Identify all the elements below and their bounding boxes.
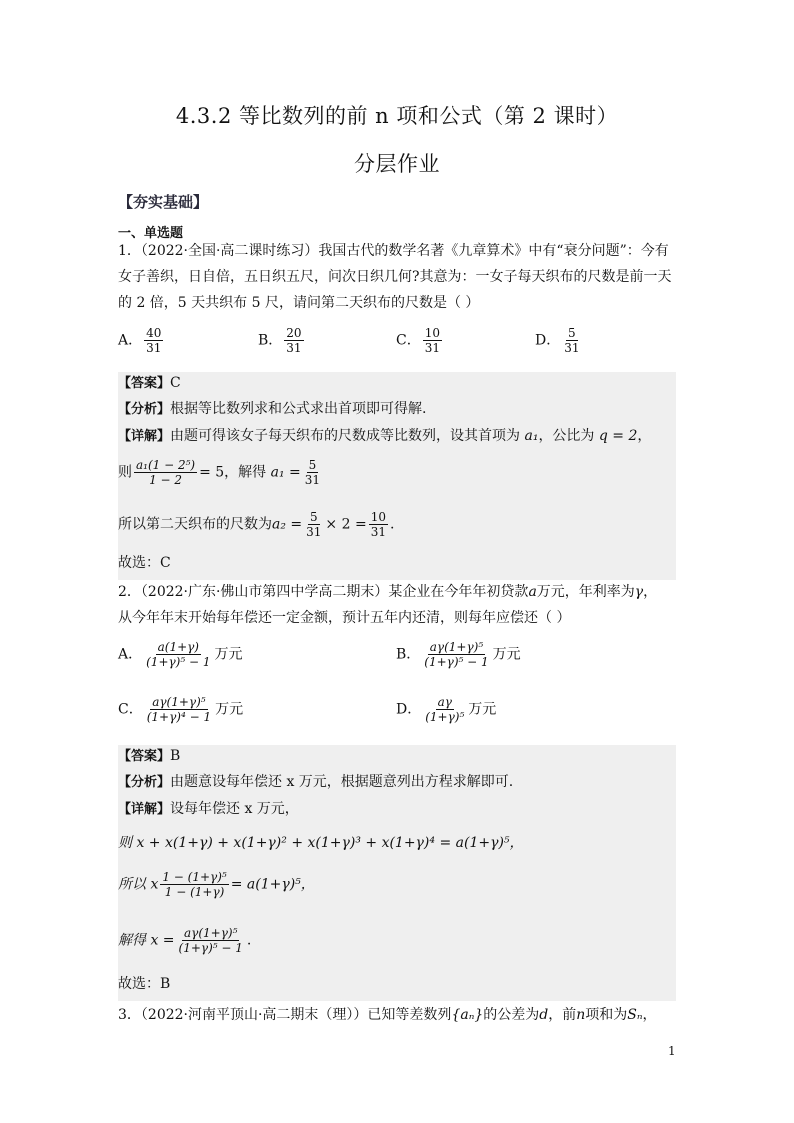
q2-option-a: A． $\frac{a(1+\gamma)}{\text{(1+γ)⁵ − 1}}$ 万元 (118, 640, 243, 669)
q2-answer: 【答案】B (118, 748, 181, 764)
page-subtitle: 分层作业 (354, 152, 440, 176)
page-title: 4.3.2 等比数列的前 n 项和公式（第 2 课时） (175, 104, 619, 128)
q1-line-2: 女子善织，日自倍，五日织五尺，问次日织几何?其意为：一女子每天织布的尺数是前一天 (118, 269, 672, 285)
q1-line-3: 的 2 倍，5 天共织布 5 尺，请问第二天织布的尺数是（ ） (118, 295, 480, 311)
q1-answer: 【答案】C (118, 375, 181, 391)
q1-conclusion: 故选：C (118, 555, 171, 571)
q1-detail-1: 【详解】由题可得该女子每天织布的尺数成等比数列，设其首项为 a₁，公比为 q = 2， (118, 428, 652, 444)
page-number: 1 (668, 1044, 676, 1058)
q2-option-c: C． $\frac{\text{aγ(1+γ)⁵}}{\text{(1+γ)⁴ − 1}}$ 万元 (118, 695, 244, 724)
q2-option-b: B． $\frac{\text{aγ(1+γ)⁵}}{\text{(1+γ)⁵ − 1}}$ 万元 (396, 640, 521, 669)
q1-line-1: 1．（2022·全国·高二课时练习）我国古代的数学名著《九章算术》中有“衰分问题”：今有 (118, 243, 669, 259)
part-one-heading: 一、单选题 (118, 226, 184, 241)
q2-option-d: D． $\frac{a\gamma}{\text{(1+γ)⁵}}$ 万元 (396, 695, 497, 724)
section-basic: 【夯实基础】 (118, 193, 209, 211)
q2-detail-1: 【详解】设每年偿还 x 万元， (118, 801, 299, 817)
q2-analysis: 【分析】由题意设每年偿还 x 万元，根据题意列出方程求解即可. (118, 774, 514, 790)
q2-line-2: 从今年年末开始每年偿还一定金额，预计五年内还清，则每年应偿还（ ） (118, 610, 571, 626)
q3-line-1: 3．（2022·河南平顶山·高二期末（理））已知等差数列{aₙ}的公差为d，前n项和为Sₙ， (118, 1007, 657, 1023)
q2-detail-4: 解得 x = $\frac{\text{aγ(1+γ)⁵}}{\text{(1+γ)⁵ − 1}}$ . (118, 926, 252, 955)
q1-option-b: B． $\frac{20}{31}$ (258, 326, 302, 355)
q2-detail-2: 则 x + x(1+γ) + x(1+γ)² + x(1+γ)³ + x(1+γ)⁴ = a(1+γ)⁵， (118, 835, 524, 851)
q1-analysis: 【分析】根据等比数列求和公式求出首项即可得解. (118, 401, 427, 417)
q1-option-d: D． $\frac{5}{31}$ (535, 326, 580, 355)
q1-option-a: A． $\frac{40}{31}$ (118, 326, 162, 355)
q1-detail-3: 所以第二天织布的尺数为a₂ = $\frac{5}{31}$ × 2 = $\frac{10}{31}$ . (118, 510, 395, 539)
q2-line-1: 2．（2022·广东·佛山市第四中学高二期末）某企业在今年年初贷款a万元，年利率为γ， (118, 584, 658, 600)
q2-detail-3: 所以 x $\frac{\text{1 − (1+γ)⁵}}{1 - (1+\gamma)}$ = a(1+γ)⁵， (118, 870, 315, 899)
q1-option-c: C． $\frac{10}{31}$ (396, 326, 440, 355)
q2-conclusion: 故选：B (118, 976, 171, 992)
q1-detail-2: 则 $\frac{\text{a₁(1 − 2⁵)}}{1 - 2}$ = 5，解得 a₁ = $\frac{5}{31}$ (118, 458, 321, 487)
